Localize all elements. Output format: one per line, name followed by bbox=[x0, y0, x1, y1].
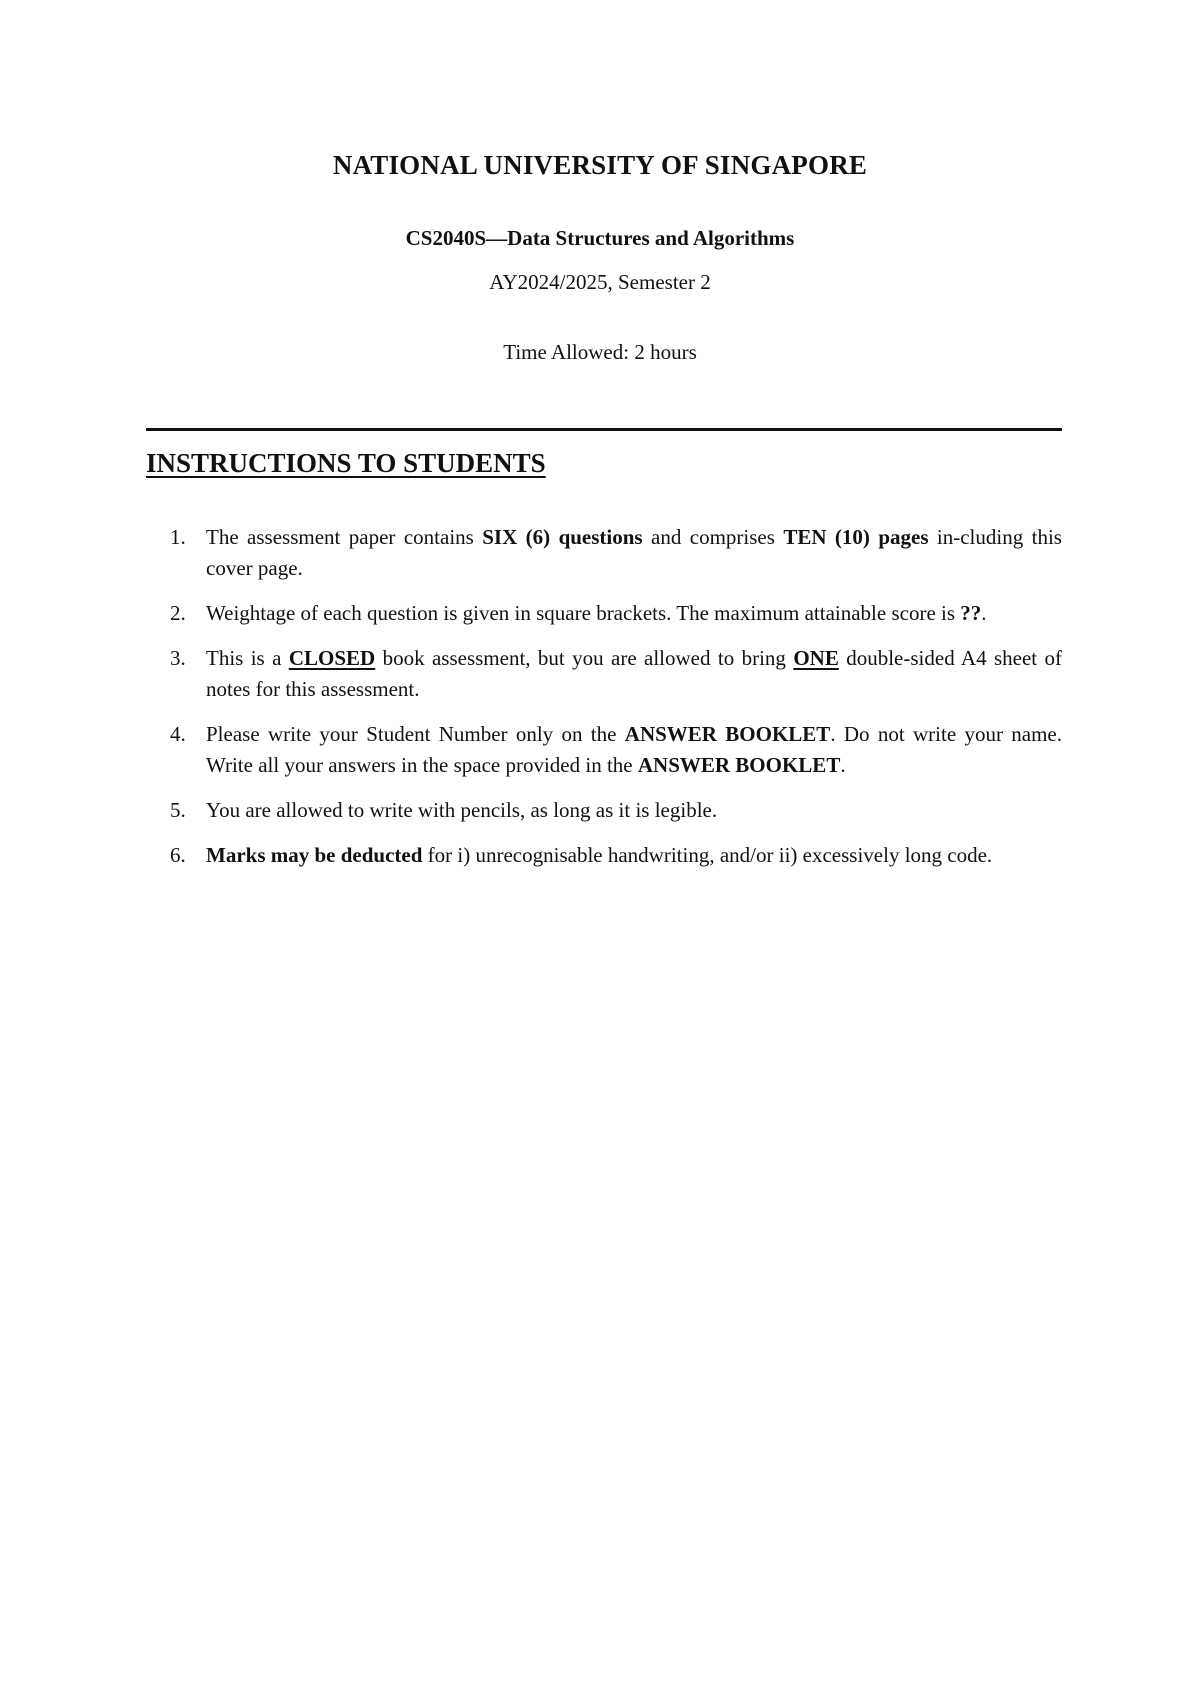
item-bold-text: TEN (10) pages bbox=[783, 525, 929, 549]
item-bold-text: ANSWER BOOKLET bbox=[624, 722, 831, 746]
item-number: 3. bbox=[170, 646, 186, 670]
item-number: 2. bbox=[170, 601, 186, 625]
item-bold-text: ANSWER BOOKLET bbox=[637, 753, 841, 777]
item-bold-text: Marks may be deducted bbox=[206, 843, 423, 867]
instructions-heading: INSTRUCTIONS TO STUDENTS bbox=[146, 448, 546, 478]
horizontal-rule bbox=[146, 428, 1062, 431]
item-text: in-cluding this cover page. bbox=[206, 525, 1062, 580]
instruction-item-1 bbox=[146, 522, 1062, 584]
item-text: and comprises bbox=[642, 525, 784, 549]
item-text: book assessment, but you are allowed to bring bbox=[375, 646, 794, 670]
item-number: 6. bbox=[170, 843, 186, 867]
instructions-list bbox=[146, 522, 1062, 885]
item-text: This is a bbox=[206, 646, 289, 670]
semester-info: AY2024/2025, Semester 2 bbox=[489, 270, 711, 294]
item-text: double-sided A4 sheet of notes for this assessment. bbox=[206, 646, 1063, 701]
item-text: Weightage of each question is given in square brackets. The maximum attainable score is bbox=[206, 601, 961, 625]
item-bold-text: SIX (6) questions bbox=[482, 525, 643, 549]
item-text: You are allowed to write with pencils, as long as it is legible. bbox=[206, 798, 718, 822]
item-text: . bbox=[981, 601, 987, 625]
item-bold-underlined-text: CLOSED bbox=[288, 646, 376, 670]
item-number: 5. bbox=[170, 798, 186, 822]
item-text: The assessment paper contains bbox=[206, 525, 483, 549]
instruction-item-6 bbox=[146, 840, 1062, 871]
instruction-item-2 bbox=[146, 598, 1062, 629]
item-number: 4. bbox=[170, 722, 186, 746]
item-bold-text: ?? bbox=[960, 601, 982, 625]
instruction-item-5 bbox=[146, 795, 1062, 826]
item-number: 1. bbox=[170, 525, 186, 549]
item-text: . Do not write your name. Write all your answers in the space provided in the bbox=[206, 722, 1062, 777]
item-text: . bbox=[840, 753, 846, 777]
item-bold-underlined-text: ONE bbox=[793, 646, 839, 670]
item-text: Please write your Student Number only on the bbox=[206, 722, 625, 746]
item-text: for i) unrecognisable handwriting, and/or ii) excessively long code. bbox=[422, 843, 993, 867]
instruction-item-4 bbox=[146, 719, 1062, 781]
time-allowed: Time Allowed: 2 hours bbox=[503, 340, 697, 364]
course-title: CS2040S—Data Structures and Algorithms bbox=[405, 226, 795, 250]
university-name: NATIONAL UNIVERSITY OF SINGAPORE bbox=[332, 150, 868, 180]
instruction-item-3 bbox=[146, 643, 1062, 705]
